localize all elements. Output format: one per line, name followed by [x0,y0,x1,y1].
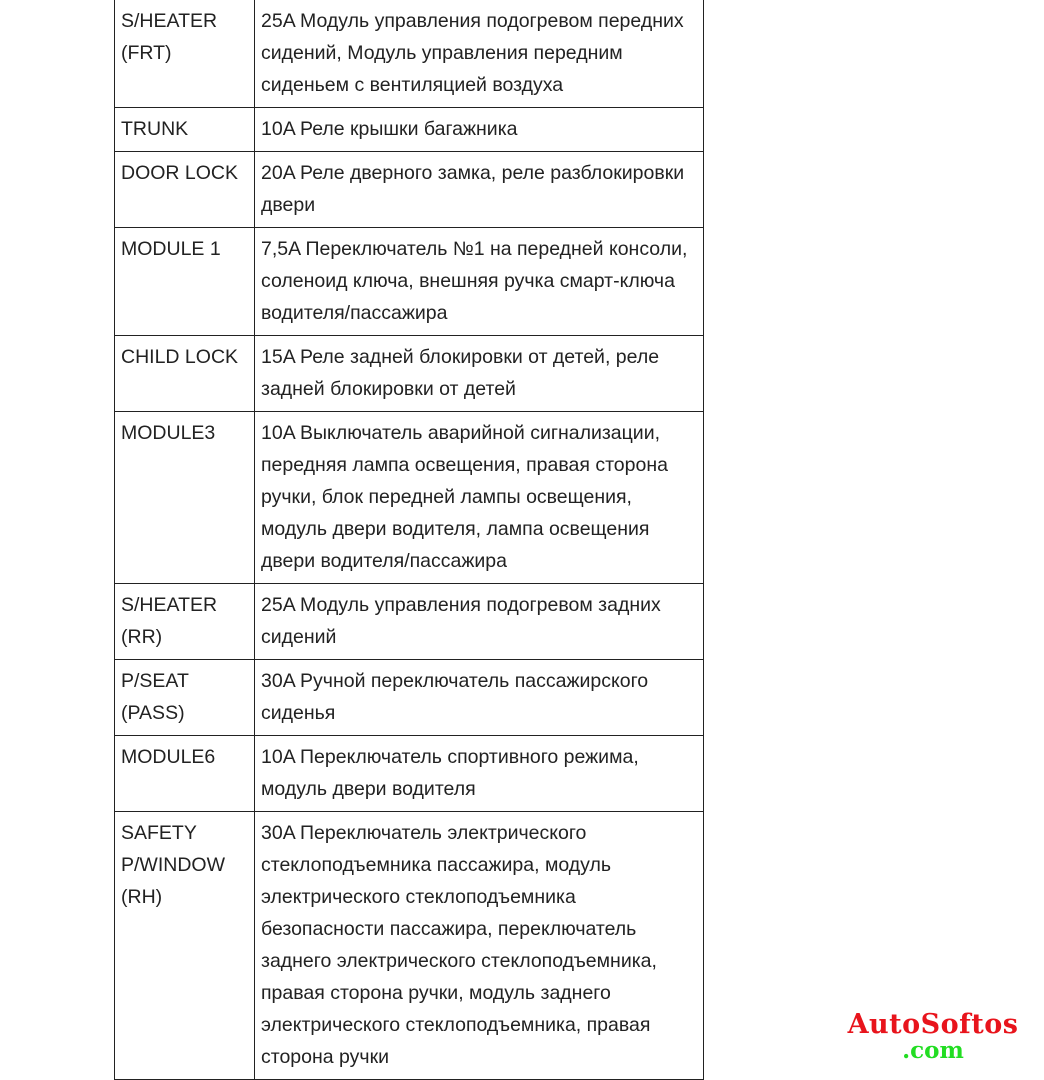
fuse-name-line: SAFETY [121,822,197,844]
fuse-name-cell [115,336,255,412]
table-row [115,228,704,336]
fuse-name-cell [115,0,255,108]
table-row [115,660,704,736]
fuse-name-line: TRUNK [121,118,189,140]
watermark-sub-text: .com [902,1037,964,1064]
watermark-logo [838,1011,1028,1062]
fuse-description-cell: 15A Реле задней блокировки от детей, реле задней блокировки от детей [255,336,704,412]
fuse-name-cell [115,584,255,660]
fuse-table-body [115,0,704,1080]
fuse-name-line: P/WINDOW [121,854,225,876]
table-row [115,0,704,108]
fuse-name-line: CHILD LOCK [121,346,239,368]
fuse-name-line: MODULE3 [121,422,216,444]
fuse-name-line: (FRT) [121,42,172,64]
table-row [115,152,704,228]
fuse-name-line: DOOR LOCK [121,162,239,184]
fuse-description-cell: 30A Переключатель электрического стеклоподъемника пассажира, модуль электрического стеклоподъемника безопасности пассажира, переключатель заднего электрического стеклоподъемника, правая сторона ручки, модуль заднего электрического стеклоподъемника, правая сторона ручки [255,812,704,1080]
fuse-name-cell [115,736,255,812]
fuse-name-line: (RH) [121,886,163,908]
fuse-name-line: MODULE 1 [121,238,221,260]
fuse-description-cell: 25A Модуль управления подогревом передних сидений, Модуль управления передним сиденьем с вентиляцией воздуха [255,0,704,108]
fuse-name-cell [115,152,255,228]
fuse-description-cell: 20A Реле дверного замка, реле разблокировки двери [255,152,704,228]
fuse-description-cell: 10A Переключатель спортивного режима, модуль двери водителя [255,736,704,812]
fuse-description-cell: 10A Реле крышки багажника [255,108,704,152]
table-row [115,336,704,412]
table-row [115,108,704,152]
fuse-name-line: S/HEATER [121,10,218,32]
table-row [115,812,704,1080]
fuse-name-cell [115,228,255,336]
table-row [115,736,704,812]
table-row [115,412,704,584]
fuse-name-cell [115,412,255,584]
fuse-name-line: (PASS) [121,702,185,724]
fuse-name-line: P/SEAT [121,670,189,692]
fuse-description-cell: 10A Выключатель аварийной сигнализации, передняя лампа освещения, правая сторона ручки, блок передней лампы освещения, модуль двери водителя, лампа освещения двери водителя/пассажира [255,412,704,584]
fuse-name-cell [115,660,255,736]
fuse-name-line: S/HEATER [121,594,218,616]
fuse-name-line: MODULE6 [121,746,216,768]
fuse-name-line: (RR) [121,626,163,648]
table-row [115,584,704,660]
fuse-description-cell: 7,5A Переключатель №1 на передней консоли, соленоид ключа, внешняя ручка смарт-ключа водителя/пассажира [255,228,704,336]
fuse-table [114,0,704,1080]
fuse-description-cell: 25A Модуль управления подогревом задних сидений [255,584,704,660]
fuse-name-cell [115,108,255,152]
watermark-main-text: AutoSoftos [847,1009,1019,1040]
fuse-name-cell [115,812,255,1080]
fuse-description-cell: 30A Ручной переключатель пассажирского сиденья [255,660,704,736]
